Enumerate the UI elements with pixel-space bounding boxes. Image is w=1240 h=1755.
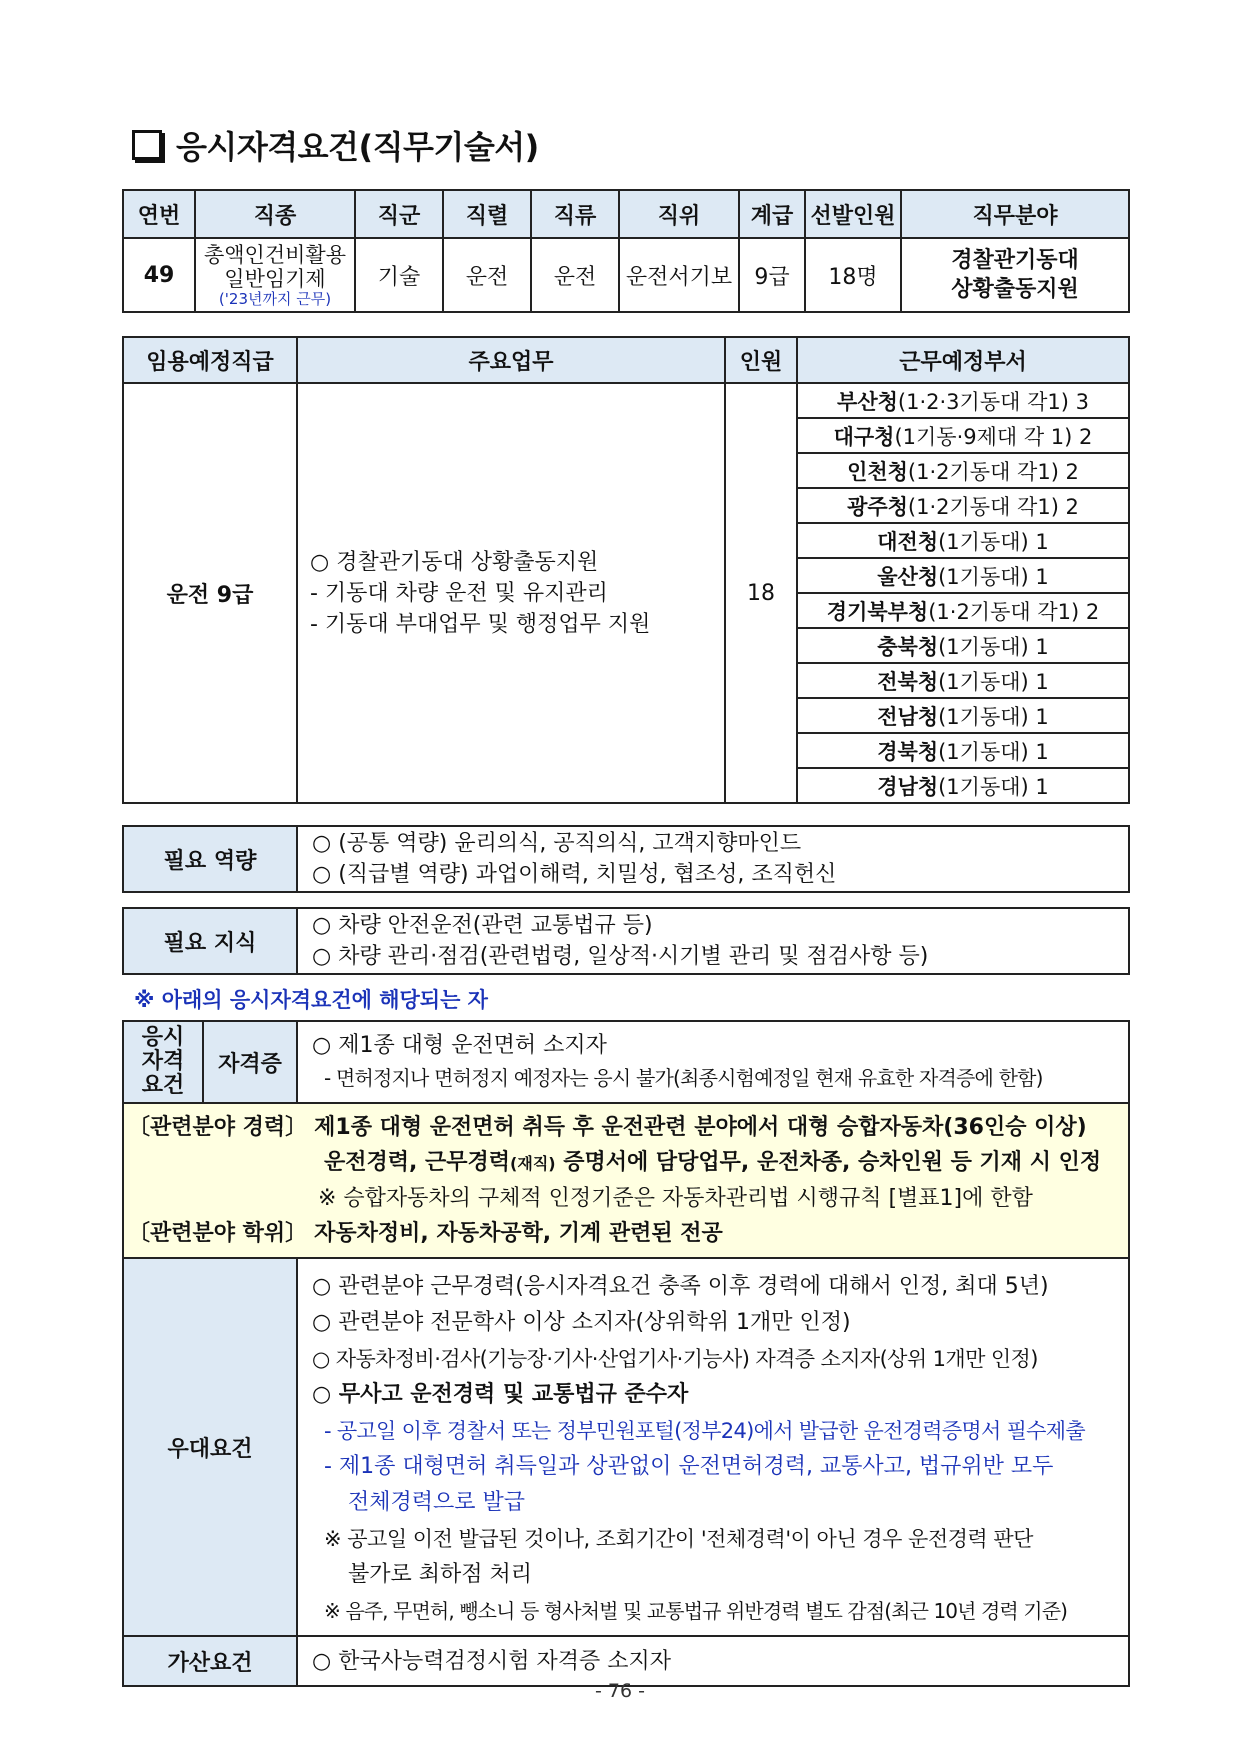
- bonus-content: ○ 한국사능력검정시험 자격증 소지자: [297, 1636, 1129, 1686]
- preference-line: ○ 관련분야 전문학사 이상 소지자(상위학위 1개만 인정): [312, 1310, 851, 1335]
- career-line: [128, 1110, 1124, 1145]
- requirement-note: ※ 아래의 응시자격요건에 해당되는 자: [134, 988, 488, 1012]
- dept-detail: (1기동·9제대 각 1) 2: [894, 424, 1093, 449]
- qualification-label-line: 요건: [141, 1073, 185, 1098]
- knowledge-line: ○ 차량 안전운전(관련 교통법규 등): [312, 913, 653, 938]
- cell-group: 기술: [355, 238, 443, 312]
- qualification-label: [123, 1021, 203, 1103]
- table-header-row: [123, 337, 1129, 383]
- license-label: 자격증: [203, 1021, 297, 1103]
- preference-line: - 제1종 대형면허 취득일과 상관없이 운전면허경력, 교통사고, 법규위반 모두: [324, 1454, 1054, 1479]
- dept-cell: [797, 733, 1129, 768]
- type-line2: 일반임기제: [224, 266, 326, 291]
- dept-name: 광주청: [847, 494, 908, 519]
- dept-detail: (1·2기동대 각1) 2: [928, 599, 1100, 624]
- dept-cell: [797, 593, 1129, 628]
- dept-cell: [797, 628, 1129, 663]
- field-line2: 상황출동지원: [951, 277, 1079, 302]
- knowledge-content: [297, 908, 1129, 974]
- page-title-text: 응시자격요건(직무기술서): [176, 128, 539, 166]
- license-content: [297, 1021, 1129, 1103]
- competency-line: ○ (직급별 역량) 과업이해력, 치밀성, 협조성, 조직헌신: [312, 862, 837, 887]
- career-small: (재직): [510, 1154, 556, 1173]
- dept-cell: [797, 453, 1129, 488]
- license-line: ○ 제1종 대형 운전면허 소지자: [312, 1033, 607, 1058]
- header-no: 연번: [123, 190, 195, 238]
- table-row: [123, 1636, 1129, 1686]
- dept-cell: [797, 418, 1129, 453]
- competency-line: ○ (공통 역량) 윤리의식, 공직의식, 고객지향마인드: [312, 831, 802, 856]
- dept-name: 경북청: [877, 739, 939, 764]
- dept-name: 대전청: [877, 529, 939, 554]
- career-text: 증명서에 담당업무, 운전차종, 승차인원 등 기재 시 인정: [555, 1150, 1102, 1175]
- career-line: [128, 1145, 1124, 1181]
- career-note: ※ 승합자동차의 구체적 인정기준은 자동차관리법 시행규칙 [별표1]에 한함: [318, 1186, 1033, 1211]
- dept-name: 충북청: [877, 634, 939, 659]
- dept-detail: (1기동대) 1: [938, 669, 1049, 694]
- header-duties: 주요업무: [297, 337, 725, 383]
- table-row: [123, 1258, 1129, 1636]
- preference-label: 우대요건: [123, 1258, 297, 1636]
- table-row: [123, 1021, 1129, 1103]
- degree-label: 〔관련분야 학위〕: [128, 1221, 308, 1246]
- dept-detail: (1기동대) 1: [938, 564, 1049, 589]
- header-dept: 근무예정부서: [797, 337, 1129, 383]
- header-grade: 계급: [739, 190, 805, 238]
- header-type: 직종: [195, 190, 355, 238]
- preference-line: ○ 무사고 운전경력 및 교통법규 준수자: [312, 1382, 689, 1407]
- qualification-label-line: 자격: [141, 1049, 185, 1074]
- preference-content: [297, 1258, 1129, 1636]
- header-group: 직군: [355, 190, 443, 238]
- competency-table: [122, 825, 1130, 893]
- preference-line: 불가로 최하점 처리: [348, 1562, 533, 1587]
- degree-line: [128, 1216, 1124, 1251]
- duty-line: - 기동대 부대업무 및 행정업무 지원: [310, 611, 651, 637]
- dept-detail: (1·2기동대 각1) 2: [907, 494, 1079, 519]
- page-title: [132, 122, 539, 168]
- cell-duties: [297, 383, 725, 803]
- assignment-table: [122, 336, 1130, 804]
- dept-name: 경기북부청: [826, 599, 929, 624]
- cell-grade: 9급: [739, 238, 805, 312]
- bonus-label: 가산요건: [123, 1636, 297, 1686]
- dept-name: 인천청: [847, 459, 908, 484]
- dept-cell: [797, 698, 1129, 733]
- dept-detail: (1기동대) 1: [938, 739, 1049, 764]
- cell-headcount: 18: [725, 383, 797, 803]
- header-field: 직무분야: [901, 190, 1129, 238]
- dept-cell: [797, 383, 1129, 418]
- duty-line: ○ 경찰관기동대 상황출동지원: [310, 549, 599, 575]
- career-text: 제1종 대형 운전면허 취득 후 운전관련 분야에서 대형 승합자동차(36인승 이상): [314, 1115, 1087, 1140]
- dept-name: 전남청: [877, 704, 939, 729]
- table-row: [123, 238, 1129, 312]
- header-headcount: 인원: [725, 337, 797, 383]
- cell-type: [195, 238, 355, 312]
- dept-name: 경남청: [877, 774, 939, 799]
- dept-cell: [797, 768, 1129, 803]
- dept-cell: [797, 558, 1129, 593]
- dept-detail: (1기동대) 1: [938, 529, 1049, 554]
- dept-name: 부산청: [837, 389, 898, 414]
- preference-line: ※ 음주, 무면허, 뺑소니 등 형사처벌 및 교통법규 위반경력 별도 감점(최근 10년 경력 기준): [324, 1599, 1068, 1623]
- dept-detail: (1기동대) 1: [938, 704, 1049, 729]
- preference-line: ○ 자동차정비·검사(기능장·기사·산업기사·기능사) 자격증 소지자(상위 1개만 인정): [312, 1347, 1038, 1371]
- field-line1: 경찰관기동대: [951, 248, 1079, 273]
- table-row: [123, 826, 1129, 892]
- page-number: - 76 -: [595, 1680, 645, 1702]
- career-text: 운전경력, 근무경력: [324, 1150, 511, 1175]
- knowledge-table: [122, 907, 1130, 975]
- career-label: 〔관련분야 경력〕: [128, 1115, 308, 1140]
- dept-name: 전북청: [877, 669, 939, 694]
- preference-line: - 공고일 이후 경찰서 또는 정부민원포털(정부24)에서 발급한 운전경력증명서 필수제출: [324, 1419, 1085, 1443]
- duty-line: - 기동대 차량 운전 및 유지관리: [310, 580, 608, 606]
- qualification-table: [122, 1020, 1130, 1687]
- dept-cell: [797, 488, 1129, 523]
- preference-line: 전체경력으로 발급: [348, 1490, 526, 1515]
- knowledge-line: ○ 차량 관리·점검(관련법령, 일상적·시기별 관리 및 점검사항 등): [312, 944, 929, 969]
- degree-text: 자동차정비, 자동차공학, 기계 관련된 전공: [314, 1221, 723, 1246]
- type-note: ('23년까지 근무): [218, 289, 332, 308]
- table-header-row: [123, 190, 1129, 238]
- dept-name: 울산청: [877, 564, 939, 589]
- knowledge-label: 필요 지식: [123, 908, 297, 974]
- license-line: - 면허정지나 면허정지 예정자는 응시 불가(최종시험예정일 현재 유효한 자격증에 한함): [324, 1066, 1043, 1090]
- qualification-label-line: 응시: [141, 1025, 185, 1050]
- experience-cell: [123, 1103, 1129, 1258]
- dept-detail: (1기동대) 1: [938, 774, 1049, 799]
- cell-class: 운전: [531, 238, 619, 312]
- header-position: 직위: [619, 190, 739, 238]
- cell-series: 운전: [443, 238, 531, 312]
- competency-content: [297, 826, 1129, 892]
- cell-field: [901, 238, 1129, 312]
- dept-cell: [797, 663, 1129, 698]
- header-rank: 임용예정직급: [123, 337, 297, 383]
- cell-rank: 운전 9급: [123, 383, 297, 803]
- header-series: 직렬: [443, 190, 531, 238]
- table-row: [123, 383, 1129, 418]
- checkbox-square-icon: [132, 130, 162, 160]
- competency-label: 필요 역량: [123, 826, 297, 892]
- header-class: 직류: [531, 190, 619, 238]
- preference-line: ※ 공고일 이전 발급된 것이나, 조회기간이 '전체경력'이 아닌 경우 운전경력 판단: [324, 1527, 1033, 1551]
- dept-detail: (1기동대) 1: [938, 634, 1049, 659]
- cell-position: 운전서기보: [619, 238, 739, 312]
- preference-line: ○ 관련분야 근무경력(응시자격요건 충족 이후 경력에 대해서 인정, 최대 5년): [312, 1274, 1049, 1299]
- header-count: 선발인원: [805, 190, 901, 238]
- dept-cell: [797, 523, 1129, 558]
- dept-detail: (1·2기동대 각1) 2: [907, 459, 1079, 484]
- type-line1: 총액인건비활용: [203, 242, 346, 267]
- cell-count: 18명: [805, 238, 901, 312]
- table-row: [123, 908, 1129, 974]
- cell-no: 49: [123, 238, 195, 312]
- dept-name: 대구청: [833, 424, 895, 449]
- table-row: [123, 1103, 1129, 1258]
- position-info-table: [122, 189, 1130, 313]
- dept-detail: (1·2·3기동대 각1) 3: [897, 389, 1089, 414]
